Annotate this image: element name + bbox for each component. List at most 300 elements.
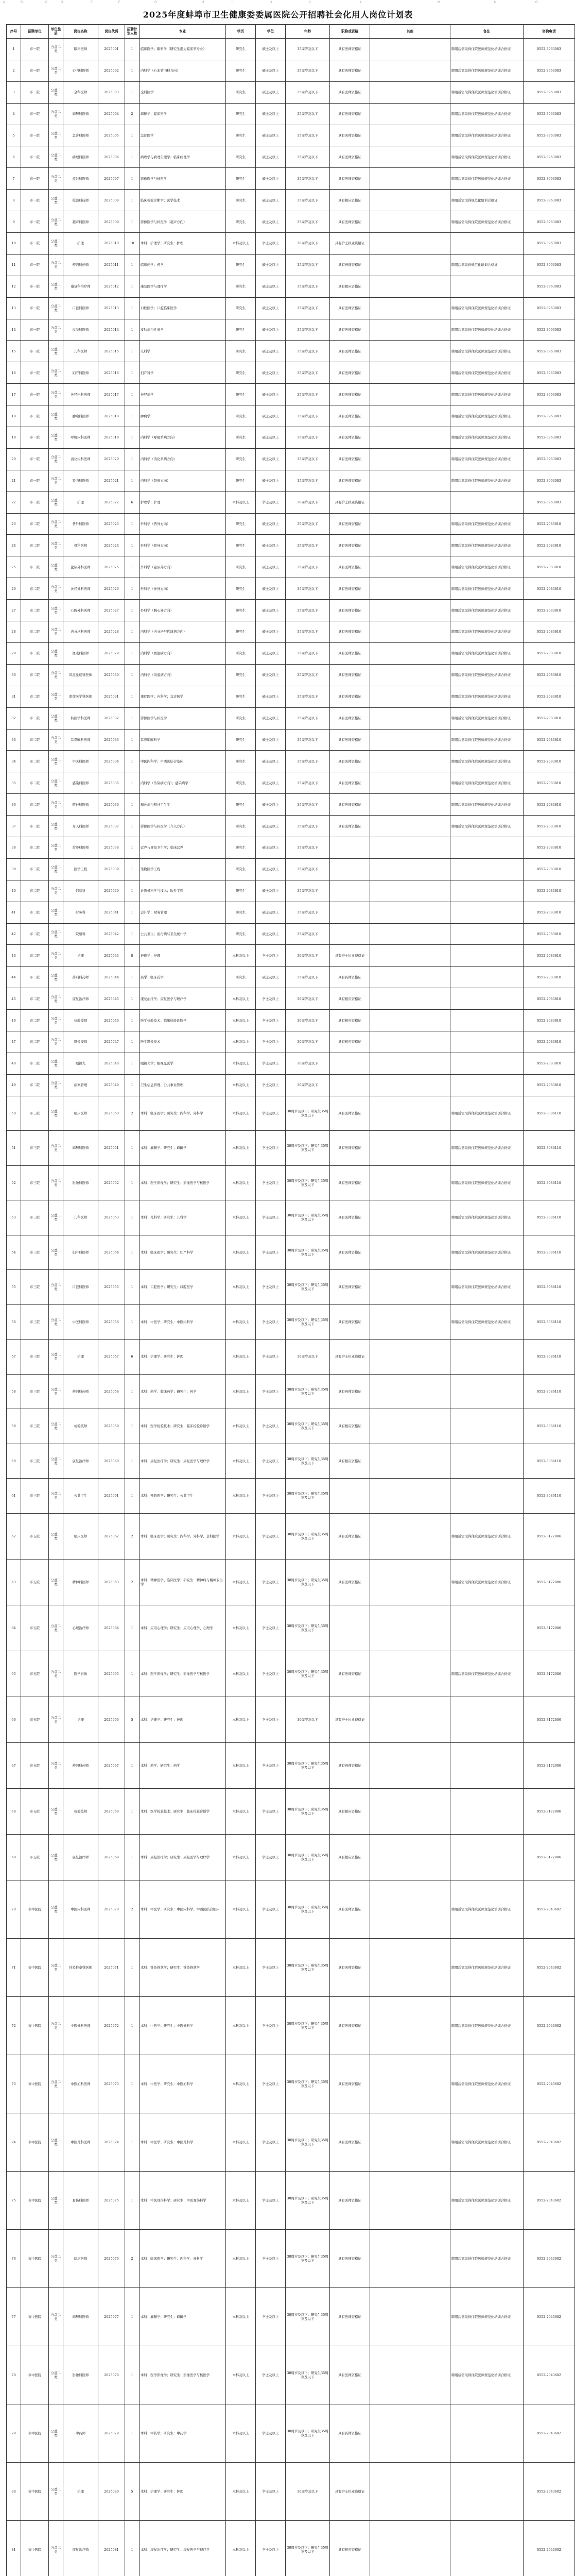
cell-phone: 0552-2043602 xyxy=(524,1996,575,2055)
cell-education: 本科及以上 xyxy=(226,1605,256,1651)
cell-qualification: 具有医师资格证 xyxy=(330,81,370,103)
cell-qualification: 具有相应资格证 xyxy=(330,1788,370,1834)
cell-major: 影像医学与核医学（超声方向） xyxy=(140,211,226,233)
cell-unit-type: 公益二类 xyxy=(49,190,63,211)
cell-age: 30周岁及以下；研究生35周岁及以下 xyxy=(286,1200,330,1235)
cell-remarks: 聘用后需取得住院医师规范化培训合格证 xyxy=(450,578,524,600)
header-cell: 咨询电话 xyxy=(524,25,575,39)
column-letter[interactable]: I xyxy=(232,1,233,4)
cell-education: 本科及以上 xyxy=(226,233,256,255)
cell-headcount: 1 xyxy=(125,1605,140,1651)
cell-major: 耳鼻咽喉科学 xyxy=(140,729,226,751)
column-letter[interactable]: M xyxy=(438,1,440,4)
cell-remarks: 聘用后需取得住院医师规范化培训合格证 xyxy=(450,794,524,816)
cell-position-code: 2025008 xyxy=(98,190,125,211)
cell-position: 中医科医师 xyxy=(63,751,98,772)
cell-index: 65 xyxy=(7,1651,21,1697)
cell-major: 公共卫生；流行病与卫生统计学 xyxy=(140,923,226,945)
cell-degree: 学士及以上 xyxy=(256,1605,286,1651)
cell-qualification: 具有医师资格证 xyxy=(330,1200,370,1235)
cell-major: 本科：麻醉学；研究生：麻醉学 xyxy=(140,1131,226,1166)
cell-education: 研究生 xyxy=(226,772,256,794)
cell-unit: 市三院 xyxy=(21,1444,49,1479)
header-cell: 年龄 xyxy=(286,25,330,39)
cell-qualification: 具有医师资格证 xyxy=(330,211,370,233)
cell-unit-type: 公益二类 xyxy=(49,1697,63,1742)
cell-headcount: 1 xyxy=(125,405,140,427)
cell-position-code: 2025069 xyxy=(98,1834,125,1880)
table-row xyxy=(7,1131,575,1166)
header-cell: 招聘单位 xyxy=(21,25,49,39)
cell-qualification: 具有医师资格证 xyxy=(330,2287,370,2346)
cell-index: 34 xyxy=(7,751,21,772)
cell-index: 61 xyxy=(7,1479,21,1514)
cell-position-code: 2025020 xyxy=(98,448,125,470)
column-letter[interactable]: D xyxy=(61,1,63,4)
cell-unit: 市一院 xyxy=(21,362,49,384)
cell-qualification: 具有医师资格证 xyxy=(330,319,370,341)
cell-index: 78 xyxy=(7,2346,21,2404)
cell-education: 本科及以上 xyxy=(226,2055,256,2113)
cell-education: 本科及以上 xyxy=(226,1270,256,1305)
table-row xyxy=(7,1074,575,1096)
cell-education: 本科及以上 xyxy=(226,1131,256,1166)
cell-position: 皮肤科医师 xyxy=(63,319,98,341)
cell-degree: 学士及以上 xyxy=(256,1235,286,1270)
cell-unit-type: 公益二类 xyxy=(49,276,63,297)
cell-position: 康复治疗师 xyxy=(63,2520,98,2576)
cell-unit: 市中医院 xyxy=(21,2229,49,2287)
table-row xyxy=(7,967,575,988)
cell-position: 病案管理 xyxy=(63,1074,98,1096)
cell-age: 35周岁及以下 xyxy=(286,60,330,81)
cell-position-code: 2025046 xyxy=(98,1010,125,1031)
cell-headcount: 1 xyxy=(125,1165,140,1200)
cell-position: 骨科医师 xyxy=(63,535,98,556)
cell-phone: 0552-2083810 xyxy=(524,642,575,664)
cell-age: 30周岁及以下 xyxy=(286,2462,330,2520)
cell-phone: 0552-3963083 xyxy=(524,190,575,211)
cell-age: 30周岁及以下；研究生35周岁及以下 xyxy=(286,1131,330,1166)
cell-unit: 市五院 xyxy=(21,1834,49,1880)
table-row xyxy=(7,923,575,945)
cell-education: 研究生 xyxy=(226,362,256,384)
cell-remarks: 聘用后需取得住院医师规范化培训合格证 xyxy=(450,362,524,384)
cell-index: 48 xyxy=(7,1053,21,1074)
cell-other xyxy=(370,1651,450,1697)
cell-phone: 0552-3963083 xyxy=(524,276,575,297)
cell-position-code: 2025048 xyxy=(98,1053,125,1074)
table-row xyxy=(7,2229,575,2287)
cell-phone: 0552-2083810 xyxy=(524,816,575,837)
cell-qualification: 具有药师资格证 xyxy=(330,2404,370,2462)
cell-other xyxy=(370,2462,450,2520)
cell-other xyxy=(370,1742,450,1788)
cell-education: 研究生 xyxy=(226,902,256,923)
cell-unit: 市一院 xyxy=(21,405,49,427)
column-letter[interactable]: B xyxy=(21,1,23,4)
table-row xyxy=(7,448,575,470)
cell-degree: 学士及以上 xyxy=(256,2404,286,2462)
table-row xyxy=(7,816,575,837)
cell-remarks: 聘用后需取得住院医师规范化培训合格证 xyxy=(450,1938,524,1996)
cell-index: 67 xyxy=(7,1742,21,1788)
cell-position: 急诊科医师 xyxy=(63,125,98,146)
table-row xyxy=(7,642,575,664)
cell-major: 临床药学；药学 xyxy=(140,254,226,276)
cell-qualification: 具有医师资格证 xyxy=(330,816,370,837)
table-row xyxy=(7,600,575,621)
cell-headcount: 1 xyxy=(125,384,140,405)
cell-unit-type: 公益二类 xyxy=(49,297,63,319)
cell-other xyxy=(370,1074,450,1096)
cell-other xyxy=(370,707,450,729)
column-letter[interactable]: G xyxy=(154,1,157,4)
cell-position: 泌尿外科医师 xyxy=(63,556,98,578)
cell-headcount: 1 xyxy=(125,1235,140,1270)
cell-position: 护理 xyxy=(63,233,98,255)
cell-major: 病理学与病理生理学；临床病理学 xyxy=(140,146,226,168)
cell-remarks: 聘用后需取得住院医师规范化培训合格证 xyxy=(450,384,524,405)
column-letter[interactable]: H xyxy=(202,1,204,4)
cell-remarks: 聘用后需取得住院医师规范化培训合格证 xyxy=(450,729,524,751)
cell-phone: 0552-3086110 xyxy=(524,1096,575,1131)
cell-headcount: 1 xyxy=(125,556,140,578)
cell-qualification: 具有药师资格证 xyxy=(330,254,370,276)
cell-other xyxy=(370,384,450,405)
cell-phone: 0552-2083810 xyxy=(524,751,575,772)
cell-position-code: 2025019 xyxy=(98,427,125,449)
cell-qualification: 具有护士执业资格证 xyxy=(330,1697,370,1742)
cell-position: 影像科医师 xyxy=(63,1165,98,1200)
cell-unit-type: 公益二类 xyxy=(49,125,63,146)
column-letter[interactable]: L xyxy=(360,1,362,4)
table-row xyxy=(7,1559,575,1605)
cell-position: 信息科 xyxy=(63,880,98,902)
cell-qualification: 具有医师资格证 xyxy=(330,1559,370,1605)
cell-other xyxy=(370,686,450,707)
cell-other xyxy=(370,729,450,751)
cell-index: 42 xyxy=(7,923,21,945)
cell-phone: 0552-2043602 xyxy=(524,2287,575,2346)
cell-unit: 市一院 xyxy=(21,427,49,449)
cell-degree: 硕士及以上 xyxy=(256,125,286,146)
column-letter[interactable]: C xyxy=(45,1,47,4)
table-row xyxy=(7,1605,575,1651)
cell-unit-type: 公益二类 xyxy=(49,384,63,405)
cell-position-code: 2025068 xyxy=(98,1788,125,1834)
cell-major: 本科：中医学；研究生：中医妇科学 xyxy=(140,2055,226,2113)
cell-index: 73 xyxy=(7,2055,21,2113)
cell-remarks: 聘用后需取得住院医师规范化培训合格证 xyxy=(450,60,524,81)
cell-position-code: 2025073 xyxy=(98,2055,125,2113)
header-row xyxy=(7,25,575,39)
cell-other xyxy=(370,664,450,686)
cell-phone: 0552-3963083 xyxy=(524,448,575,470)
cell-unit-type: 公益二类 xyxy=(49,794,63,816)
cell-position-code: 2025050 xyxy=(98,1096,125,1131)
cell-index: 36 xyxy=(7,794,21,816)
cell-degree: 学士及以上 xyxy=(256,1788,286,1834)
cell-major: 中医内科学；中西医结合临床 xyxy=(140,751,226,772)
table-row xyxy=(7,254,575,276)
cell-education: 本科及以上 xyxy=(226,1938,256,1996)
table-row xyxy=(7,1834,575,1880)
cell-unit-type: 公益二类 xyxy=(49,448,63,470)
cell-qualification: 具有医师资格证 xyxy=(330,2346,370,2404)
cell-unit-type: 公益二类 xyxy=(49,341,63,362)
cell-position-code: 2025009 xyxy=(98,211,125,233)
cell-degree: 硕士及以上 xyxy=(256,923,286,945)
cell-position: 核医学科医师 xyxy=(63,707,98,729)
cell-qualification: 具有护士执业资格证 xyxy=(330,1340,370,1375)
cell-other xyxy=(370,2055,450,2113)
cell-unit: 市五院 xyxy=(21,1697,49,1742)
table-row xyxy=(7,405,575,427)
cell-other xyxy=(370,341,450,362)
cell-major: 本科：护理学；研究生：护理 xyxy=(140,233,226,255)
cell-headcount: 1 xyxy=(125,60,140,81)
cell-headcount: 1 xyxy=(125,254,140,276)
cell-position: 感染科医师 xyxy=(63,772,98,794)
column-letter[interactable]: O xyxy=(535,1,538,4)
cell-unit-type: 公益二类 xyxy=(49,535,63,556)
cell-degree: 学士及以上 xyxy=(256,1697,286,1742)
cell-headcount: 1 xyxy=(125,642,140,664)
column-letter[interactable]: A xyxy=(3,1,5,4)
cell-unit: 市二院 xyxy=(21,923,49,945)
cell-major: 内科学（肾病方向） xyxy=(140,470,226,492)
cell-phone: 0552-3172006 xyxy=(524,1834,575,1880)
cell-education: 本科及以上 xyxy=(226,2520,256,2576)
cell-education: 研究生 xyxy=(226,81,256,103)
cell-unit: 市一院 xyxy=(21,254,49,276)
cell-major: 本科：临床医学；研究生：内科学、外科学、全科医学 xyxy=(140,1513,226,1559)
cell-position: 中医外科医师 xyxy=(63,1996,98,2055)
table-row xyxy=(7,1788,575,1834)
cell-index: 55 xyxy=(7,1270,21,1305)
cell-age: 35周岁及以下 xyxy=(286,384,330,405)
table-row xyxy=(7,1200,575,1235)
cell-position-code: 2025028 xyxy=(98,621,125,643)
cell-education: 本科及以上 xyxy=(226,2346,256,2404)
cell-other xyxy=(370,1053,450,1074)
table-row xyxy=(7,1031,575,1053)
cell-major: 本科：药学；研究生：药学 xyxy=(140,1742,226,1788)
table-row xyxy=(7,535,575,556)
cell-unit: 市一院 xyxy=(21,276,49,297)
cell-degree: 硕士及以上 xyxy=(256,686,286,707)
cell-other xyxy=(370,211,450,233)
cell-remarks xyxy=(450,945,524,967)
cell-remarks xyxy=(450,2520,524,2576)
cell-other xyxy=(370,794,450,816)
cell-position-code: 2025038 xyxy=(98,837,125,858)
cell-degree: 学士及以上 xyxy=(256,1010,286,1031)
cell-unit-type: 公益二类 xyxy=(49,362,63,384)
cell-position: 医学工程 xyxy=(63,858,98,880)
cell-qualification: 具有医师资格证 xyxy=(330,125,370,146)
column-letter[interactable]: F xyxy=(118,1,120,4)
cell-age: 35周岁及以下 xyxy=(286,600,330,621)
column-letter[interactable]: E xyxy=(91,1,93,4)
cell-degree: 硕士及以上 xyxy=(256,794,286,816)
cell-unit-type: 公益二类 xyxy=(49,1165,63,1200)
header-cell: 其他 xyxy=(370,25,450,39)
cell-major: 本科：临床医学；研究生：内科学、外科学 xyxy=(140,2229,226,2287)
cell-other xyxy=(370,1697,450,1742)
cell-remarks xyxy=(450,1340,524,1375)
cell-education: 本科及以上 xyxy=(226,1651,256,1697)
cell-position-code: 2025016 xyxy=(98,362,125,384)
cell-degree: 硕士及以上 xyxy=(256,621,286,643)
cell-unit-type: 公益二类 xyxy=(49,513,63,535)
cell-unit: 市一院 xyxy=(21,297,49,319)
cell-remarks: 聘用后需取得住院医师规范化培训合格证 xyxy=(450,405,524,427)
cell-degree: 硕士及以上 xyxy=(256,341,286,362)
cell-degree: 硕士及以上 xyxy=(256,513,286,535)
cell-index: 37 xyxy=(7,816,21,837)
table-row xyxy=(7,1053,575,1074)
cell-phone: 0552-2043602 xyxy=(524,1880,575,1938)
cell-headcount: 6 xyxy=(125,1340,140,1375)
cell-position-code: 2025081 xyxy=(98,2520,125,2576)
cell-degree: 学士及以上 xyxy=(256,1513,286,1559)
cell-major: 神经病学 xyxy=(140,384,226,405)
cell-index: 47 xyxy=(7,1031,21,1053)
column-letter[interactable]: K xyxy=(309,1,311,4)
cell-unit: 市二院 xyxy=(21,1074,49,1096)
cell-other xyxy=(370,492,450,513)
cell-index: 35 xyxy=(7,772,21,794)
cell-index: 33 xyxy=(7,729,21,751)
cell-remarks: 聘用后需取得住院医师规范化培训合格证 xyxy=(450,513,524,535)
cell-phone: 0552-2083810 xyxy=(524,858,575,880)
cell-education: 研究生 xyxy=(226,707,256,729)
cell-education: 本科及以上 xyxy=(226,1444,256,1479)
cell-unit-type: 公益二类 xyxy=(49,2404,63,2462)
table-row xyxy=(7,1938,575,1996)
cell-qualification xyxy=(330,837,370,858)
cell-degree: 学士及以上 xyxy=(256,492,286,513)
cell-age: 35周岁及以下 xyxy=(286,880,330,902)
cell-education: 本科及以上 xyxy=(226,1834,256,1880)
cell-index: 20 xyxy=(7,448,21,470)
cell-phone: 0552-3172006 xyxy=(524,1788,575,1834)
cell-position: 妇产科医师 xyxy=(63,362,98,384)
cell-position-code: 2025061 xyxy=(98,1479,125,1514)
cell-remarks xyxy=(450,1742,524,1788)
cell-qualification: 具有药师资格证 xyxy=(330,967,370,988)
cell-qualification: 具有医师资格证 xyxy=(330,578,370,600)
cell-major: 本科：预防医学；研究生：公共卫生 xyxy=(140,1479,226,1514)
cell-age: 30周岁及以下；研究生35周岁及以下 xyxy=(286,1651,330,1697)
cell-phone: 0552-3963083 xyxy=(524,470,575,492)
cell-other xyxy=(370,405,450,427)
cell-education: 研究生 xyxy=(226,427,256,449)
cell-major: 影像医学与核医学（介入方向） xyxy=(140,816,226,837)
cell-age: 30周岁及以下；研究生35周岁及以下 xyxy=(286,1605,330,1651)
cell-other xyxy=(370,103,450,125)
cell-other xyxy=(370,923,450,945)
cell-degree: 硕士及以上 xyxy=(256,211,286,233)
cell-age: 30周岁及以下；研究生35周岁及以下 xyxy=(286,1235,330,1270)
cell-phone: 0552-2083810 xyxy=(524,513,575,535)
cell-age: 35周岁及以下 xyxy=(286,535,330,556)
cell-degree: 硕士及以上 xyxy=(256,405,286,427)
cell-degree: 硕士及以上 xyxy=(256,967,286,988)
cell-index: 31 xyxy=(7,686,21,707)
table-row xyxy=(7,513,575,535)
cell-remarks: 聘用后需取得住院医师规范化培训合格证 xyxy=(450,103,524,125)
cell-headcount: 5 xyxy=(125,2462,140,2520)
column-letter[interactable]: N xyxy=(494,1,496,4)
cell-phone: 0552-3086110 xyxy=(524,1340,575,1375)
cell-unit: 市二院 xyxy=(21,1053,49,1074)
cell-headcount: 1 xyxy=(125,988,140,1010)
cell-major: 本科：临床医学；研究生：妇产科学 xyxy=(140,1235,226,1270)
cell-education: 本科及以上 xyxy=(226,1374,256,1409)
cell-major: 本科：麻醉学；研究生：麻醉学 xyxy=(140,2287,226,2346)
cell-qualification: 具有医师资格证 xyxy=(330,686,370,707)
cell-unit: 市二院 xyxy=(21,1031,49,1053)
cell-major: 本科：中医学；研究生：中医儿科学 xyxy=(140,2113,226,2171)
cell-age: 35周岁及以下 xyxy=(286,405,330,427)
cell-qualification: 具有医师资格证 xyxy=(330,513,370,535)
cell-remarks: 聘用后需取得住院医师规范化培训合格证 xyxy=(450,816,524,837)
cell-position: 院感科 xyxy=(63,923,98,945)
cell-position-code: 2025002 xyxy=(98,60,125,81)
cell-unit-type: 公益二类 xyxy=(49,837,63,858)
cell-age: 30周岁及以下 xyxy=(286,945,330,967)
cell-headcount: 1 xyxy=(125,2346,140,2404)
cell-education: 研究生 xyxy=(226,729,256,751)
cell-degree: 硕士及以上 xyxy=(256,858,286,880)
cell-qualification: 具有护士执业资格证 xyxy=(330,945,370,967)
cell-qualification: 具有医师资格证 xyxy=(330,168,370,190)
cell-other xyxy=(370,772,450,794)
cell-unit: 市三院 xyxy=(21,1304,49,1340)
cell-other xyxy=(370,1880,450,1938)
cell-unit-type: 公益二类 xyxy=(49,751,63,772)
cell-headcount: 1 xyxy=(125,621,140,643)
cell-degree: 硕士及以上 xyxy=(256,297,286,319)
cell-position-code: 2025036 xyxy=(98,794,125,816)
cell-education: 本科及以上 xyxy=(226,1742,256,1788)
cell-phone: 0552-3086110 xyxy=(524,1374,575,1409)
cell-degree: 硕士及以上 xyxy=(256,146,286,168)
cell-headcount: 1 xyxy=(125,513,140,535)
cell-remarks xyxy=(450,880,524,902)
cell-remarks xyxy=(450,1010,524,1031)
cell-education: 本科及以上 xyxy=(226,1409,256,1444)
cell-degree: 硕士及以上 xyxy=(256,81,286,103)
cell-education: 研究生 xyxy=(226,513,256,535)
cell-unit: 市五院 xyxy=(21,1651,49,1697)
table-row xyxy=(7,341,575,362)
cell-major: 内科学（呼吸系病方向） xyxy=(140,427,226,449)
cell-degree: 学士及以上 xyxy=(256,1996,286,2055)
column-letter[interactable]: J xyxy=(270,1,272,4)
cell-other xyxy=(370,1374,450,1409)
cell-unit-type: 公益二类 xyxy=(49,642,63,664)
cell-age: 35周岁及以下 xyxy=(286,794,330,816)
cell-unit-type: 公益二类 xyxy=(49,578,63,600)
cell-education: 研究生 xyxy=(226,146,256,168)
cell-unit-type: 公益二类 xyxy=(49,556,63,578)
cell-headcount: 1 xyxy=(125,664,140,686)
cell-unit: 市中医院 xyxy=(21,1938,49,1996)
